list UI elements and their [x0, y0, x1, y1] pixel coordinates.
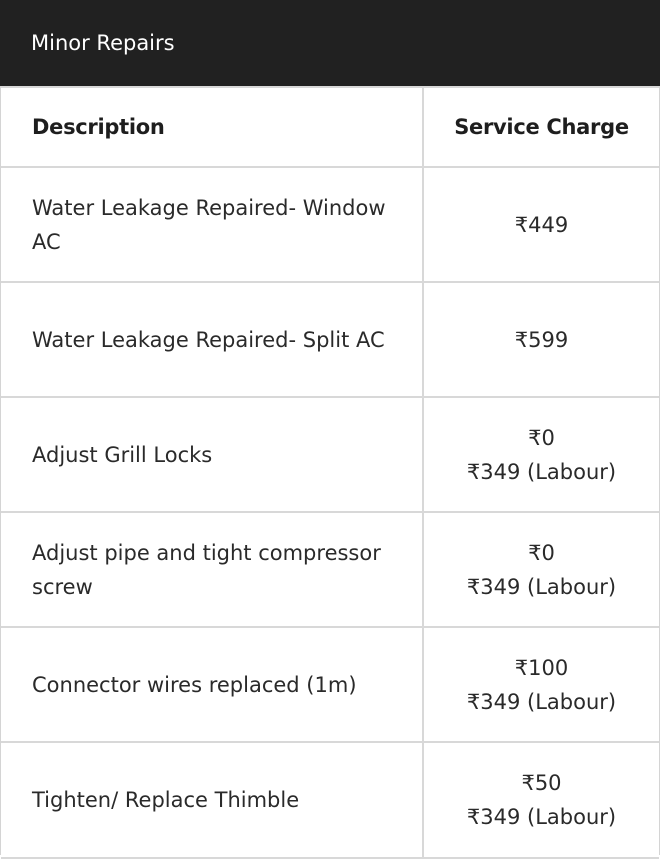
charge-amount: ₹0	[528, 540, 555, 565]
row-description: Water Leakage Repaired- Window AC	[1, 167, 423, 282]
row-description: Adjust Grill Locks	[1, 397, 423, 512]
row-charge	[423, 627, 659, 742]
charge-amount: ₹449	[514, 212, 569, 237]
row-description: Adjust pipe and tight compressor screw	[1, 512, 423, 627]
charge-amount: ₹50	[521, 771, 562, 795]
row-charge	[423, 742, 659, 858]
row-description: Tighten/ Replace Thimble	[1, 742, 423, 858]
section-header	[0, 0, 660, 86]
row-description: Connector wires replaced (1m)	[1, 627, 423, 742]
table-row	[1, 397, 659, 512]
table-header-row	[1, 87, 659, 167]
row-charge	[423, 397, 659, 512]
charge-labour: ₹349 (Labour)	[466, 459, 617, 484]
row-description: Water Leakage Repaired- Split AC	[1, 282, 423, 397]
table-row	[1, 742, 659, 858]
charge-labour: ₹349 (Labour)	[466, 805, 617, 829]
row-charge	[423, 167, 659, 282]
row-charge	[423, 512, 659, 627]
section-title: Minor Repairs	[31, 31, 175, 55]
charge-amount: ₹599	[514, 327, 569, 352]
charge-amount: ₹0	[528, 425, 555, 450]
column-header-description: Description	[1, 87, 423, 167]
table-row	[1, 282, 659, 397]
price-table	[1, 86, 659, 859]
row-charge	[423, 282, 659, 397]
charge-labour: ₹349 (Labour)	[466, 574, 617, 599]
charge-labour: ₹349 (Labour)	[466, 689, 617, 714]
table-row	[1, 627, 659, 742]
column-header-charge: Service Charge	[423, 87, 659, 167]
charge-amount: ₹100	[514, 655, 569, 680]
table-row	[1, 167, 659, 282]
table-row	[1, 512, 659, 627]
